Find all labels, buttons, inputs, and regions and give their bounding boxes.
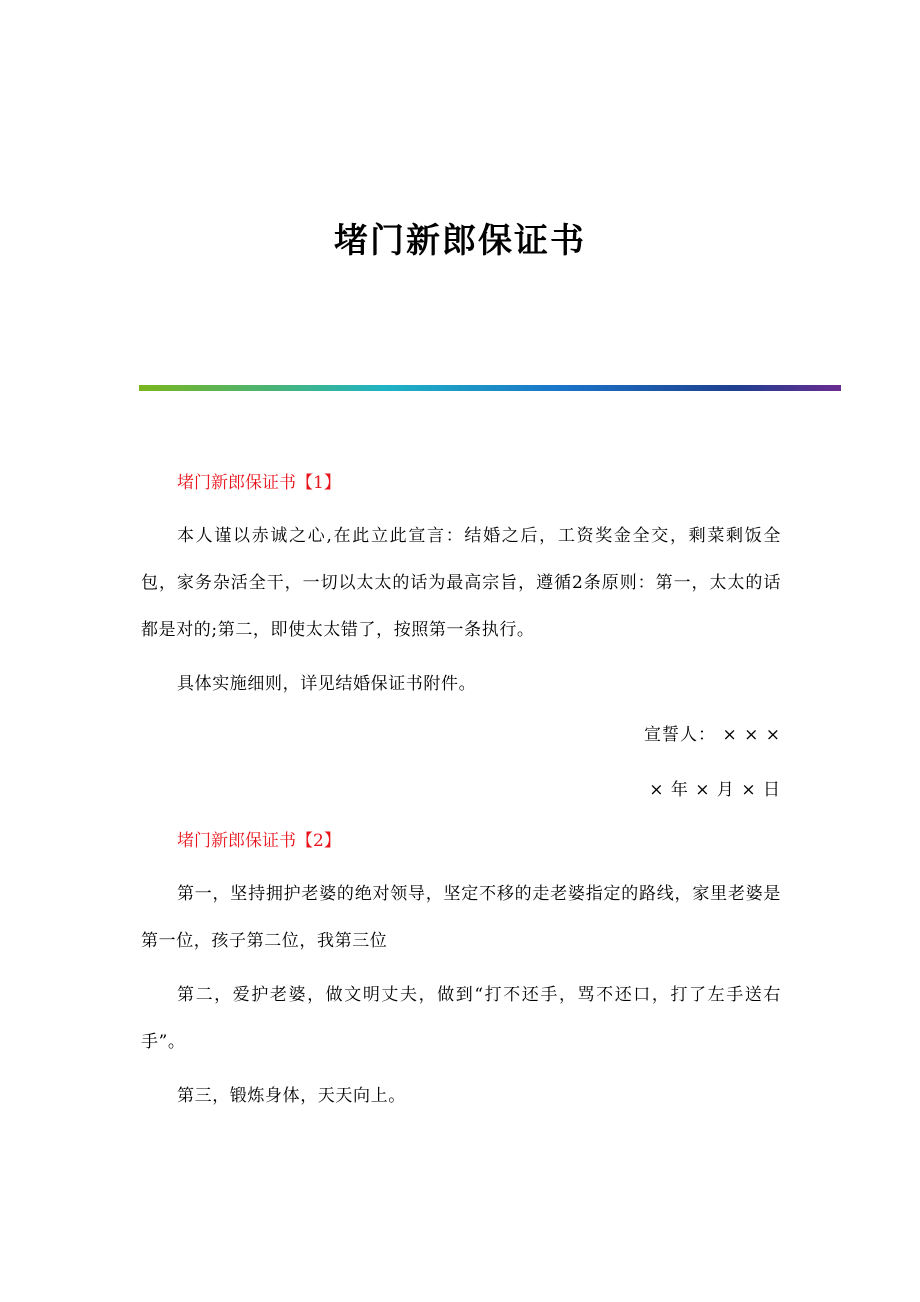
signature-line: 宣誓人： × × ×	[644, 725, 781, 745]
section-2	[141, 818, 781, 1120]
paragraph: 本人谨以赤诚之心,在此立此宣言：结婚之后，工资奖金全交，剩菜剩饭全包，家务杂活全干，一切以太太的话为最高宗旨，遵循2条原则：第一，太太的话都是对的;第二，即使太太错了，按照第一条执行。	[141, 526, 781, 640]
date-line: × 年 × 月 × 日	[649, 780, 781, 800]
paragraph: 具体实施细则，详见结婚保证书附件。	[177, 674, 477, 694]
section-1	[141, 460, 781, 818]
paragraph: 第三，锻炼身体，天天向上。	[177, 1086, 406, 1106]
paragraph: 第一，坚持拥护老婆的绝对领导，坚定不移的走老婆指定的路线，家里老婆是第一位，孩子第二位，我第三位	[141, 884, 781, 951]
document-body	[141, 460, 781, 1120]
gradient-divider	[139, 385, 841, 391]
section-heading: 堵门新郎保证书【1】	[177, 473, 341, 493]
section-heading: 堵门新郎保证书【2】	[177, 831, 341, 851]
paragraph: 第二，爱护老婆，做文明丈夫，做到“打不还手，骂不还口，打了左手送右手”。	[141, 985, 781, 1052]
document-title: 堵门新郎保证书	[334, 221, 586, 261]
